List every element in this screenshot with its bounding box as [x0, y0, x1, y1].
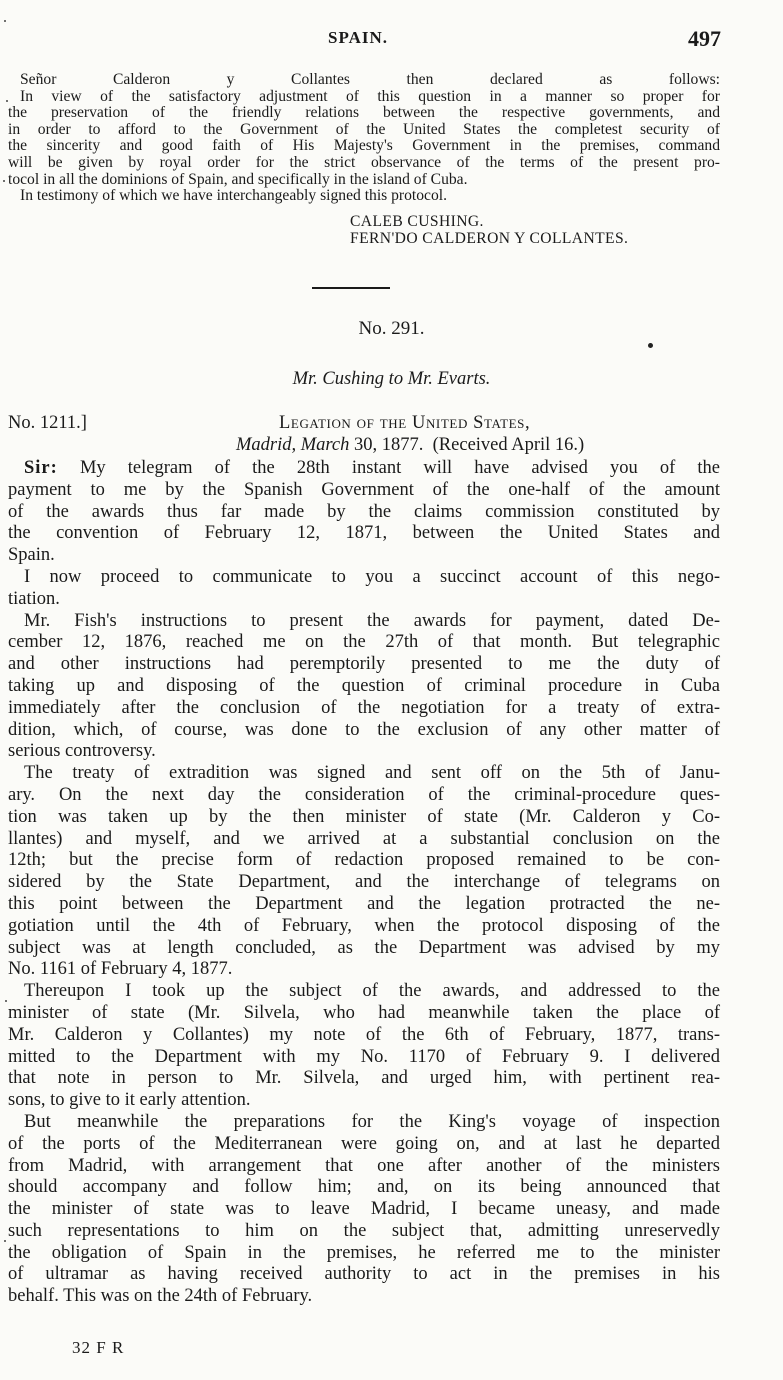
- body-line: of the awards thus far made by the claims commission constituted by: [8, 501, 720, 522]
- body-line: cember 12, 1876, reached me on the 27th of that month. But telegraphic: [8, 632, 720, 653]
- document-title: Mr. Cushing to Mr. Evarts.: [292, 369, 491, 389]
- body-line: this point between the Department and the legation protracted the ne-: [8, 893, 720, 914]
- protocol-line: in order to afford to the Government of the United States the completest security of: [8, 120, 720, 138]
- body-line: 12th; but the precise form of redaction proposed remained to be con-: [8, 850, 720, 871]
- printer-signature-mark: 32 F R: [72, 1338, 125, 1357]
- body-line: dition, which, of course, was done to the exclusion of any other matter of: [8, 719, 720, 740]
- print-speck: [5, 1000, 7, 1002]
- dispatch-number: No. 1211.]: [8, 413, 87, 433]
- body-line: tion was taken up by the then minister of state (Mr. Calderon y Co-: [8, 806, 720, 827]
- body-line: subject was at length concluded, as the Department was advised by my: [8, 937, 720, 958]
- print-speck: [3, 180, 5, 182]
- salutation: Sir:: [24, 458, 58, 478]
- print-speck: [4, 1240, 6, 1242]
- body-line: the minister of state was to leave Madrid, I became uneasy, and made: [8, 1199, 720, 1220]
- body-line: that note in person to Mr. Silvela, and urged him, with pertinent rea-: [8, 1068, 720, 1089]
- body-line: behalf. This was on the 24th of February.: [8, 1286, 313, 1307]
- body-line: sidered by the State Department, and the interchange of telegrams on: [8, 872, 720, 893]
- page-number: 497: [688, 26, 721, 51]
- body-line: from Madrid, with arrangement that one after another of the ministers: [8, 1155, 720, 1176]
- print-speck: [4, 20, 6, 22]
- body-line: ary. On the next day the consideration of the criminal-procedure ques-: [8, 784, 720, 805]
- body-line: serious controversy.: [8, 741, 156, 762]
- date-rest: 30, 1877.: [349, 435, 424, 455]
- body-line: of the ports of the Mediterranean were going on, and at last he departed: [8, 1133, 720, 1154]
- body-line: But meanwhile the preparations for the King's voyage of inspection: [24, 1111, 720, 1132]
- signature-cushing: CALEB CUSHING.: [350, 213, 484, 230]
- body-line: minister of state (Mr. Silvela, who had meanwhile taken the place of: [8, 1002, 720, 1023]
- body-line: immediately after the conclusion of the negotiation for a treaty of extra-: [8, 697, 720, 718]
- body-line: Sir: My telegram of the 28th instant will have advised you of the: [24, 458, 720, 478]
- place-date: Madrid, March: [236, 435, 350, 455]
- protocol-line: tocol in all the dominions of Spain, and specifically in the island of Cuba.: [8, 170, 468, 188]
- body-line: sons, to give to it early attention.: [8, 1090, 251, 1111]
- body-line: Spain.: [8, 545, 55, 566]
- section-divider: [312, 287, 390, 289]
- body-line: Thereupon I took up the subject of the awards, and addressed to the: [24, 981, 720, 1002]
- body-line: taking up and disposing of the question of criminal procedure in Cuba: [8, 675, 720, 696]
- body-line: No. 1161 of February 4, 1877.: [8, 959, 233, 980]
- body-line: payment to me by the Spanish Government of the one-half of the amount: [8, 479, 720, 500]
- letter-body: [8, 458, 720, 1308]
- legation-heading: Legation of the United States,: [279, 413, 531, 433]
- body-line: and other instructions had peremptorily presented to me the duty of: [8, 654, 720, 675]
- body-line: llantes) and myself, and we arrived at a substantial conclusion on the: [8, 828, 720, 849]
- body-line: tiation.: [8, 588, 60, 609]
- body-line: should accompany and follow him; and, on its being announced that: [8, 1177, 720, 1198]
- body-line: of ultramar as having received authority to act in the premises in his: [8, 1264, 720, 1285]
- print-speck: [6, 100, 8, 102]
- body-line: I now proceed to communicate to you a succinct account of this nego-: [24, 566, 720, 587]
- document-number: No. 291.: [358, 318, 425, 339]
- dateline: [236, 435, 584, 456]
- body-line: The treaty of extradition was signed and sent off on the 5th of Janu-: [24, 763, 720, 784]
- body-line: the convention of February 12, 1871, between the United States and: [8, 523, 720, 544]
- body-line: Mr. Calderon y Collantes) my note of the 6th of February, 1877, trans-: [8, 1024, 720, 1045]
- protocol-line: the sincerity and good faith of His Majesty's Government in the premises, command: [8, 137, 720, 155]
- page-header: [0, 26, 783, 56]
- protocol-line: will be given by royal order for the strict observance of the terms of the present pro-: [8, 153, 720, 171]
- ink-spot: [648, 343, 653, 348]
- body-line: such representations to him on the subject that, admitting unreservedly: [8, 1220, 720, 1241]
- protocol-text: [8, 72, 720, 205]
- running-head: SPAIN.: [328, 28, 388, 47]
- protocol-line: In view of the satisfactory adjustment of this question in a manner so proper for: [20, 87, 720, 105]
- body-line: Mr. Fish's instructions to present the awards for payment, dated De-: [24, 610, 720, 631]
- received-note: (Received April 16.): [432, 435, 585, 455]
- body-line: mitted to the Department with my No. 1170 of February 9. I delivered: [8, 1046, 720, 1067]
- signature-calderon: FERN'DO CALDERON Y COLLANTES.: [350, 230, 629, 247]
- body-line: the obligation of Spain in the premises, he referred me to the minister: [8, 1242, 720, 1263]
- protocol-line: In testimony of which we have interchangeably signed this protocol.: [20, 187, 447, 205]
- protocol-line: Señor Calderon y Collantes then declared as follows:: [20, 71, 720, 88]
- body-line: gotiation until the 4th of February, when the protocol disposing of the: [8, 915, 720, 936]
- protocol-line: the preservation of the friendly relations between the respective governments, and: [8, 104, 720, 122]
